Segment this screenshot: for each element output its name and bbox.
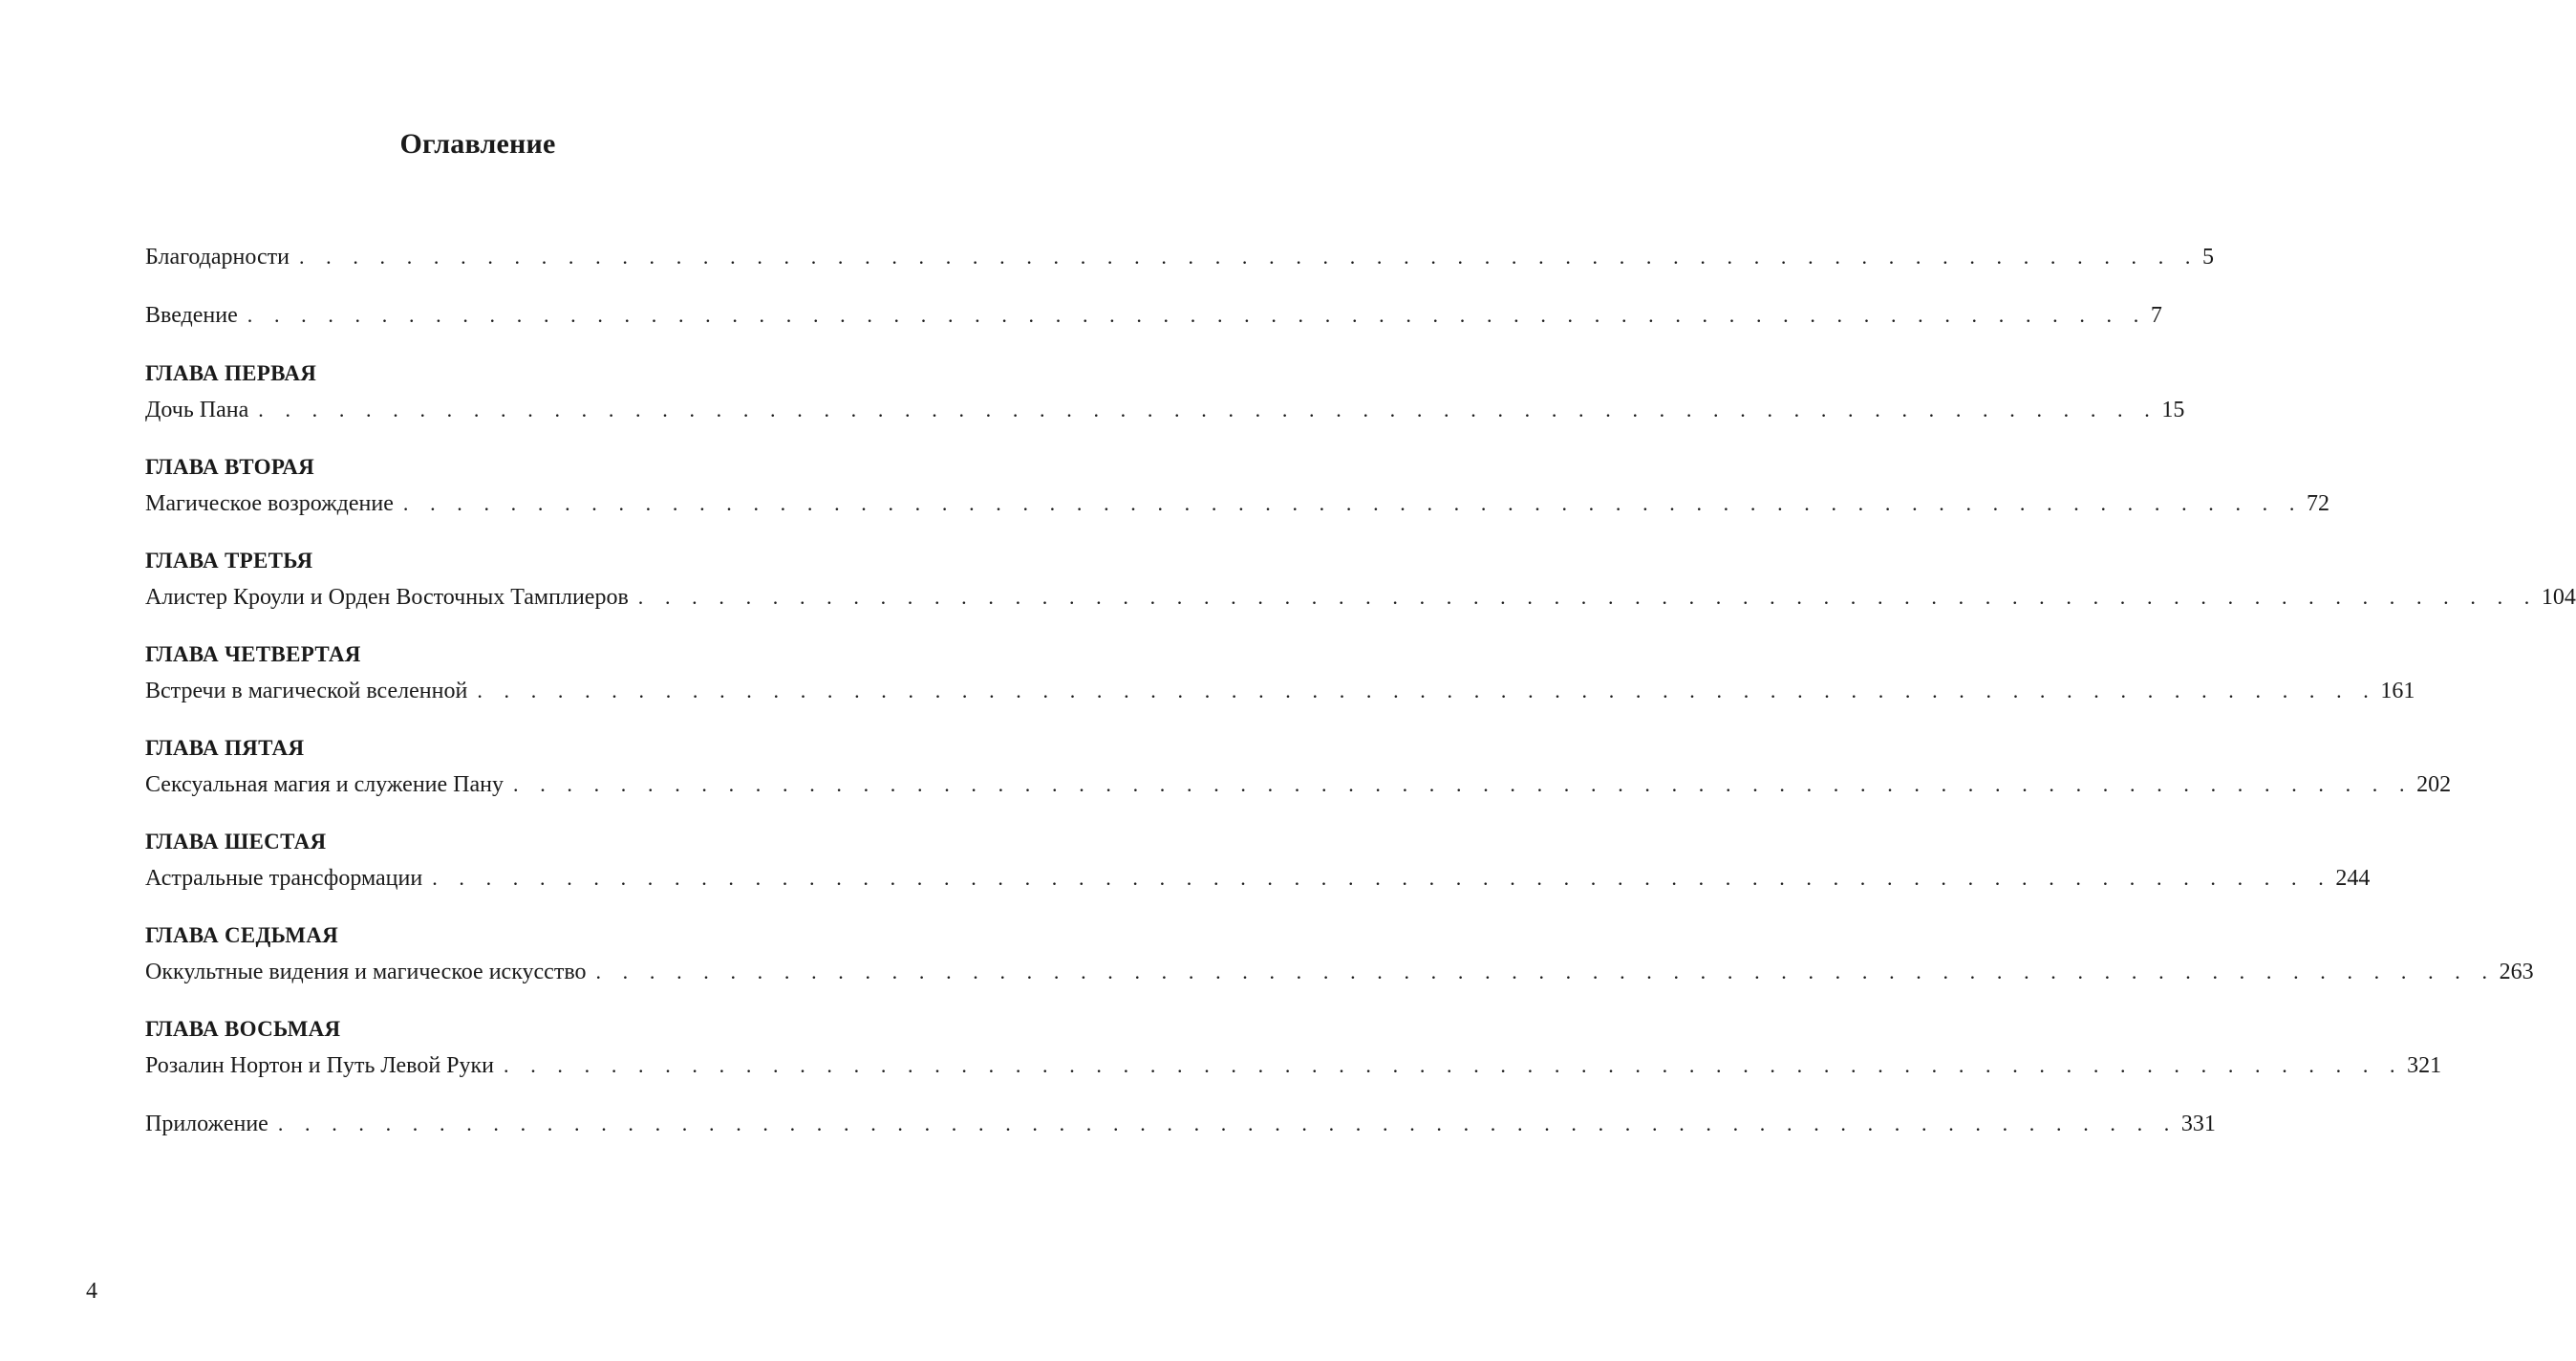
toc-entry-title: Оккультные видения и магическое искусство bbox=[145, 960, 587, 984]
chapter-heading-7: ГЛАВА СЕДЬМАЯ bbox=[145, 923, 339, 947]
toc-entry-chapter-7[interactable] bbox=[145, 956, 2534, 988]
dot-leader: . . . . . . . . . . . . . . . . . . . . . . . . . . . . . . . . . . . . . . . . . . . . . . . . . . . . . . . . . . . . . . . . . . . . . . . bbox=[595, 960, 2496, 983]
toc-entry-chapter-3[interactable] bbox=[145, 581, 2576, 614]
toc-entry-title: Приложение bbox=[145, 1112, 268, 1136]
chapter-heading-1: ГЛАВА ПЕРВАЯ bbox=[145, 361, 317, 385]
toc-entry-page: 202 bbox=[2416, 772, 2452, 797]
chapter-heading-4: ГЛАВА ЧЕТВЕРТАЯ bbox=[145, 642, 361, 666]
toc-entry-page: 72 bbox=[2306, 491, 2329, 516]
dot-leader: . . . . . . . . . . . . . . . . . . . . . . . . . . . . . . . . . . . . . . . . . . . . . . . . . . . . . . . . . . . . . . . . . . . . . . . bbox=[504, 1053, 2404, 1077]
toc-entry-introduction[interactable] bbox=[145, 299, 2162, 332]
chapter-heading-6: ГЛАВА ШЕСТАЯ bbox=[145, 830, 327, 853]
dot-leader: . . . . . . . . . . . . . . . . . . . . . . . . . . . . . . . . . . . . . . . . . . . . . . . . . . . . . . . . . . . . . . . . . . . . . . . bbox=[298, 245, 2200, 269]
dot-leader: . . . . . . . . . . . . . . . . . . . . . . . . . . . . . . . . . . . . . . . . . . . . . . . . . . . . . . . . . . . . . . . . . . . . . . . bbox=[477, 679, 2377, 702]
toc-entry-chapter-6[interactable] bbox=[145, 862, 2371, 895]
toc-entry-page: 7 bbox=[2150, 303, 2162, 328]
toc-entry-chapter-4[interactable] bbox=[145, 675, 2415, 707]
toc-entry-page: 321 bbox=[2407, 1053, 2442, 1078]
toc-entry-page: 5 bbox=[2202, 245, 2215, 270]
toc-entry-title: Алистер Кроули и Орден Восточных Тамплиеров bbox=[145, 585, 629, 610]
chapter-heading-2: ГЛАВА ВТОРАЯ bbox=[145, 455, 315, 479]
toc-entry-page: 104 bbox=[2541, 585, 2576, 610]
toc-entry-page: 263 bbox=[2499, 960, 2534, 984]
toc-entry-title: Введение bbox=[145, 303, 238, 328]
toc-entry-page: 15 bbox=[2161, 398, 2185, 422]
toc-entry-acknowledgements[interactable] bbox=[145, 241, 2215, 273]
chapter-heading-8: ГЛАВА ВОСЬМАЯ bbox=[145, 1017, 341, 1041]
chapter-heading-3: ГЛАВА ТРЕТЬЯ bbox=[145, 549, 313, 572]
toc-entry-page: 331 bbox=[2180, 1112, 2216, 1136]
toc-entry-chapter-5[interactable] bbox=[145, 768, 2452, 801]
chapter-heading-5: ГЛАВА ПЯТАЯ bbox=[145, 736, 305, 760]
toc-entry-chapter-8[interactable] bbox=[145, 1049, 2442, 1082]
dot-leader: . . . . . . . . . . . . . . . . . . . . . . . . . . . . . . . . . . . . . . . . . . . . . . . . . . . . . . . . . . . . . . . . . . . . . . . bbox=[277, 1112, 2178, 1135]
page-number: 4 bbox=[86, 1279, 97, 1304]
toc-entry-page: 244 bbox=[2335, 866, 2371, 891]
dot-leader: . . . . . . . . . . . . . . . . . . . . . . . . . . . . . . . . . . . . . . . . . . . . . . . . . . . . . . . . . . . . . . . . . . . . . . . bbox=[402, 491, 2303, 515]
dot-leader: . . . . . . . . . . . . . . . . . . . . . . . . . . . . . . . . . . . . . . . . . . . . . . . . . . . . . . . . . . . . . . . . . . . . . . . bbox=[258, 398, 2158, 421]
toc-entry-title: Сексуальная магия и служение Пану bbox=[145, 772, 504, 797]
toc-entry-title: Дочь Пана bbox=[145, 398, 249, 422]
toc-entry-title: Розалин Нортон и Путь Левой Руки bbox=[145, 1053, 495, 1078]
dot-leader: . . . . . . . . . . . . . . . . . . . . . . . . . . . . . . . . . . . . . . . . . . . . . . . . . . . . . . . . . . . . . . . . . . . . . . . bbox=[513, 772, 2414, 796]
toc-entry-title: Магическое возрождение bbox=[145, 491, 394, 516]
toc-entry-chapter-1[interactable] bbox=[145, 394, 2185, 426]
dot-leader: . . . . . . . . . . . . . . . . . . . . . . . . . . . . . . . . . . . . . . . . . . . . . . . . . . . . . . . . . . . . . . . . . . . . . . . bbox=[432, 866, 2332, 890]
toc-entry-chapter-2[interactable] bbox=[145, 487, 2329, 520]
page-title: Оглавление bbox=[399, 128, 556, 160]
dot-leader: . . . . . . . . . . . . . . . . . . . . . . . . . . . . . . . . . . . . . . . . . . . . . . . . . . . . . . . . . . . . . . . . . . . . . . . bbox=[247, 303, 2147, 327]
dot-leader: . . . . . . . . . . . . . . . . . . . . . . . . . . . . . . . . . . . . . . . . . . . . . . . . . . . . . . . . . . . . . . . . . . . . . . . bbox=[637, 585, 2538, 609]
toc-entry-title: Встречи в магической вселенной bbox=[145, 679, 468, 703]
toc-entry-title: Астральные трансформации bbox=[145, 866, 423, 891]
toc-entry-page: 161 bbox=[2380, 679, 2415, 703]
toc-entry-title: Благодарности bbox=[145, 245, 290, 270]
toc-entry-appendix[interactable] bbox=[145, 1108, 2216, 1140]
